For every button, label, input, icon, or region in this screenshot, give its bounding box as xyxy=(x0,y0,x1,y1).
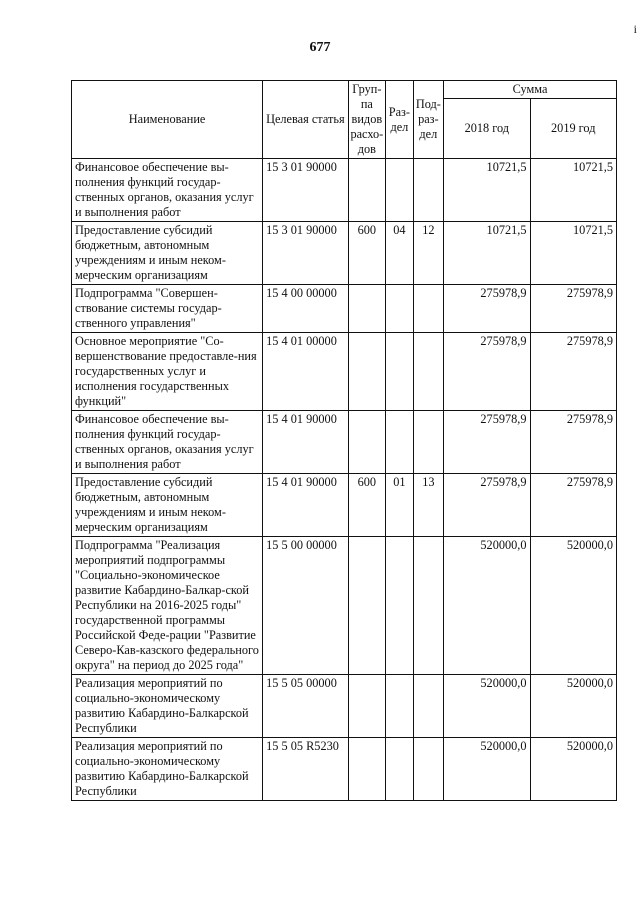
cell-subsection: 12 xyxy=(413,222,444,285)
table-row xyxy=(72,474,617,537)
cell-2019: 520000,0 xyxy=(530,738,616,801)
cell-2019: 10721,5 xyxy=(530,222,616,285)
cell-2019: 275978,9 xyxy=(530,474,616,537)
cell-section xyxy=(386,537,413,675)
cell-2018: 275978,9 xyxy=(444,411,530,474)
cell-2018: 520000,0 xyxy=(444,537,530,675)
cell-2019: 520000,0 xyxy=(530,537,616,675)
cell-2018: 275978,9 xyxy=(444,474,530,537)
cell-name: Финансовое обеспечение вы-полнения функций государ-ственных органов, оказания услуг и выполнения работ xyxy=(72,159,263,222)
header-sum: Сумма xyxy=(444,81,617,99)
cell-section xyxy=(386,285,413,333)
cell-name: Реализация мероприятий по социально-экономическому развитию Кабардино-Балкарской Республики xyxy=(72,675,263,738)
cell-code: 15 5 05 00000 xyxy=(263,675,348,738)
cell-group: 600 xyxy=(348,222,386,285)
table-row xyxy=(72,411,617,474)
table-row xyxy=(72,222,617,285)
cell-code: 15 4 01 90000 xyxy=(263,474,348,537)
table-row xyxy=(72,537,617,675)
cell-section xyxy=(386,159,413,222)
cell-subsection xyxy=(413,411,444,474)
cell-2018: 10721,5 xyxy=(444,222,530,285)
cell-group xyxy=(348,738,386,801)
header-section: Раз-дел xyxy=(386,81,413,159)
cell-group xyxy=(348,411,386,474)
table-row xyxy=(72,285,617,333)
cell-code: 15 4 01 90000 xyxy=(263,411,348,474)
header-subsection: Под-раз-дел xyxy=(413,81,444,159)
cell-2019: 275978,9 xyxy=(530,285,616,333)
cell-section xyxy=(386,333,413,411)
budget-table xyxy=(71,80,617,801)
cell-2018: 520000,0 xyxy=(444,675,530,738)
cell-group: 600 xyxy=(348,474,386,537)
table-row xyxy=(72,738,617,801)
cell-subsection xyxy=(413,159,444,222)
cell-subsection xyxy=(413,675,444,738)
cell-code: 15 5 00 00000 xyxy=(263,537,348,675)
cell-2019: 520000,0 xyxy=(530,675,616,738)
cell-name: Основное мероприятие "Со-вершенствование предоставле-ния государственных услуг и исполнения государственных функций" xyxy=(72,333,263,411)
cell-section xyxy=(386,738,413,801)
header-group: Груп-па видов расхо-дов xyxy=(348,81,386,159)
cell-code: 15 4 00 00000 xyxy=(263,285,348,333)
cell-2018: 275978,9 xyxy=(444,285,530,333)
cell-code: 15 4 01 00000 xyxy=(263,333,348,411)
cell-2018: 520000,0 xyxy=(444,738,530,801)
table-row xyxy=(72,675,617,738)
cell-2019: 275978,9 xyxy=(530,333,616,411)
cell-name: Реализация мероприятий по социально-экономическому развитию Кабардино-Балкарской Республики xyxy=(72,738,263,801)
cell-name: Предоставление субсидий бюджетным, автономным учреждениям и иным неком-мерческим организациям xyxy=(72,474,263,537)
cell-group xyxy=(348,537,386,675)
cell-code: 15 3 01 90000 xyxy=(263,222,348,285)
cell-group xyxy=(348,285,386,333)
cell-subsection xyxy=(413,285,444,333)
cell-subsection xyxy=(413,333,444,411)
cell-code: 15 3 01 90000 xyxy=(263,159,348,222)
cell-group xyxy=(348,675,386,738)
cell-name: Финансовое обеспечение вы-полнения функций государ-ственных органов, оказания услуг и выполнения работ xyxy=(72,411,263,474)
cell-name: Подпрограмма "Совершен-ствование системы государ-ственного управления" xyxy=(72,285,263,333)
header-year-2019: 2019 год xyxy=(530,99,616,159)
edge-mark: i xyxy=(633,22,637,36)
cell-name: Подпрограмма "Реализация мероприятий подпрограммы "Социально-экономическое развитие Кабардино-Балкар-ской Республики на 2016-2025 годы" государственной программы Российской Феде-рации "Развитие Северо-Кав-казского федерального округа" на период до 2025 года" xyxy=(72,537,263,675)
cell-2019: 275978,9 xyxy=(530,411,616,474)
cell-name: Предоставление субсидий бюджетным, автономным учреждениям и иным неком-мерческим организациям xyxy=(72,222,263,285)
table-row xyxy=(72,333,617,411)
cell-section: 04 xyxy=(386,222,413,285)
cell-code: 15 5 05 R5230 xyxy=(263,738,348,801)
cell-2018: 10721,5 xyxy=(444,159,530,222)
cell-section xyxy=(386,675,413,738)
table-body xyxy=(72,159,617,801)
page-number: 677 xyxy=(309,40,331,55)
cell-2019: 10721,5 xyxy=(530,159,616,222)
cell-subsection xyxy=(413,537,444,675)
header-year-2018: 2018 год xyxy=(444,99,530,159)
cell-section xyxy=(386,411,413,474)
header-name: Наименование xyxy=(72,81,263,159)
cell-group xyxy=(348,159,386,222)
cell-group xyxy=(348,333,386,411)
table-row xyxy=(72,159,617,222)
cell-2018: 275978,9 xyxy=(444,333,530,411)
cell-subsection xyxy=(413,738,444,801)
cell-section: 01 xyxy=(386,474,413,537)
header-code: Целевая статья xyxy=(263,81,348,159)
cell-subsection: 13 xyxy=(413,474,444,537)
